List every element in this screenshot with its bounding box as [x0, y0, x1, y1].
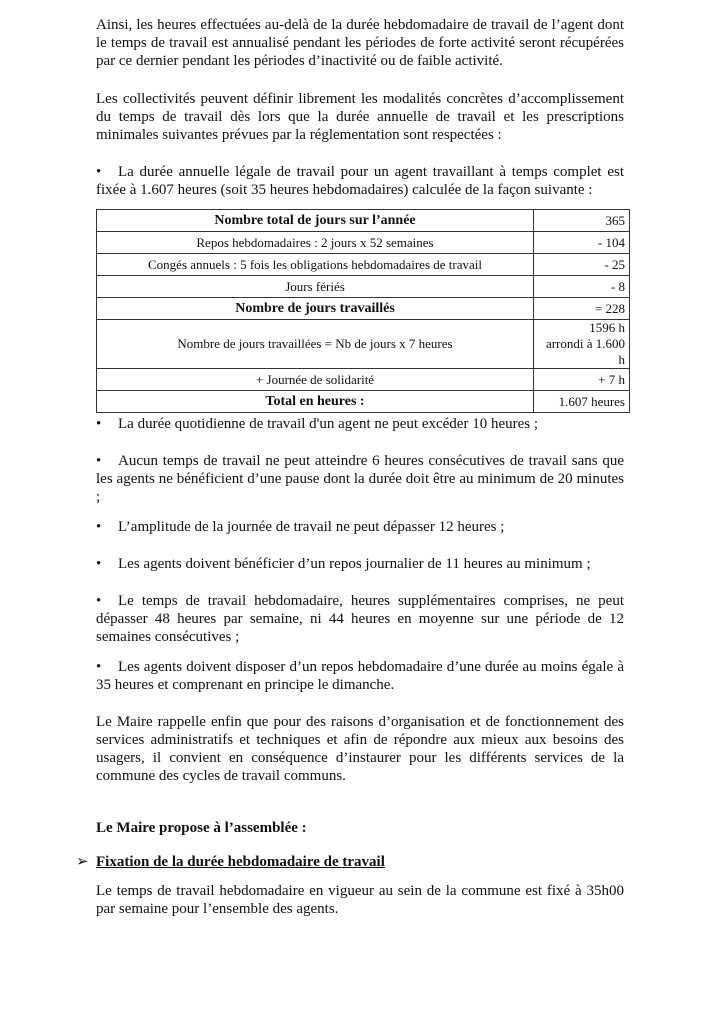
bullet-text: Les agents doivent bénéficier d’un repos journalier de 11 heures au minimum ;	[118, 556, 591, 572]
table-row	[97, 391, 630, 413]
working-days-table	[96, 209, 630, 413]
table-cell-label: Jours fériés	[97, 276, 534, 298]
table-cell-value: - 8	[534, 276, 630, 298]
bullet-dot-icon: •	[96, 593, 102, 609]
bullet-text: Aucun temps de travail ne peut atteindre 6 heures consécutives de travail sans que les agents ne bénéficient d’une pause dont la durée doit être au minimum de 20 minutes ;	[96, 453, 624, 505]
table-cell-label: Total en heures :	[97, 391, 534, 413]
table-cell-value: + 7 h	[534, 369, 630, 391]
table-row	[97, 232, 630, 254]
bullet-pause	[96, 452, 624, 506]
bullet-repos-hebdomadaire	[96, 658, 624, 694]
paragraph-35h: Le temps de travail hebdomadaire en vigueur au sein de la commune est fixé à 35h00 par semaine pour l’ensemble des agents.	[96, 883, 624, 917]
table-row	[97, 276, 630, 298]
table-cell-label: Nombre de jours travaillées = Nb de jours x 7 heures	[97, 320, 534, 369]
paragraph-cycles: Le Maire rappelle enfin que pour des raisons d’organisation et de fonctionnement des services administratifs et techniques et afin de répondre aux mieux aux besoins des usagers, il convient en conséquence d’instaurer pour les différents services de la commune des cycles de travail communs.	[96, 714, 624, 784]
section-heading-duree-hebdomadaire	[76, 853, 385, 871]
table-cell-value	[534, 320, 630, 369]
bullet-text: La durée annuelle légale de travail pour un agent travaillant à temps complet est fixée à 1.607 heures (soit 35 heures hebdomadaires) calculée de la façon suivante :	[96, 164, 624, 198]
table-cell-value: - 104	[534, 232, 630, 254]
bullet-dot-icon: •	[96, 556, 102, 572]
table-row	[97, 254, 630, 276]
table-cell-label: Repos hebdomadaires : 2 jours x 52 semaines	[97, 232, 534, 254]
table-cell-value: - 25	[534, 254, 630, 276]
bullet-dot-icon: •	[96, 453, 102, 469]
table-cell-label: + Journée de solidarité	[97, 369, 534, 391]
bullet-duree-annuelle	[96, 163, 624, 199]
bullet-text: La durée quotidienne de travail d'un agent ne peut excéder 10 heures ;	[118, 416, 539, 432]
bullet-text: Le temps de travail hebdomadaire, heures supplémentaires comprises, ne peut dépasser 48 heures par semaine, ni 44 heures en moyenne sur une période de 12 semaines consécutives ;	[96, 593, 624, 645]
table-cell-value: = 228	[534, 298, 630, 320]
table-row	[97, 320, 630, 369]
table-row	[97, 369, 630, 391]
section-title: Fixation de la durée hebdomadaire de travail	[96, 854, 385, 870]
bullet-text: Les agents doivent disposer d’un repos hebdomadaire d’une durée au moins égale à 35 heures et comprenant en principe le dimanche.	[96, 659, 624, 693]
bullet-dot-icon: •	[96, 416, 102, 432]
table-cell-value: 365	[534, 210, 630, 232]
heading-propose: Le Maire propose à l’assemblée :	[96, 820, 307, 836]
table-cell-label: Nombre total de jours sur l’année	[97, 210, 534, 232]
table-row	[97, 298, 630, 320]
arrow-bullet-icon: ➢	[76, 854, 89, 870]
bullet-amplitude	[96, 518, 624, 536]
bullet-repos-journalier	[96, 555, 624, 573]
table-cell-label: Nombre de jours travaillés	[97, 298, 534, 320]
bullet-temps-hebdomadaire	[96, 592, 624, 646]
paragraph-modalites: Les collectivités peuvent définir librement les modalités concrètes d’accomplissement du temps de travail dès lors que la durée annuelle de travail et les prescriptions minimales suivantes prévues par la réglementation sont respectées :	[96, 91, 624, 143]
value-line: 1596 h	[589, 320, 625, 335]
bullet-dot-icon: •	[96, 164, 102, 180]
table-row	[97, 210, 630, 232]
table-cell-value: 1.607 heures	[534, 391, 630, 413]
bullet-duree-quotidienne	[96, 415, 624, 433]
bullet-dot-icon: •	[96, 519, 102, 535]
bullet-dot-icon: •	[96, 659, 102, 675]
value-rounded-line: arrondi à 1.600 h	[545, 336, 625, 367]
table-cell-label: Congés annuels : 5 fois les obligations hebdomadaires de travail	[97, 254, 534, 276]
bullet-text: L’amplitude de la journée de travail ne peut dépasser 12 heures ;	[118, 519, 505, 535]
paragraph-annualisation: Ainsi, les heures effectuées au-delà de la durée hebdomadaire de travail de l’agent dont le temps de travail est annualisé pendant les périodes de forte activité seront récupérées par ce dernier pendant les périodes d’inactivité ou de faible activité.	[96, 17, 624, 69]
